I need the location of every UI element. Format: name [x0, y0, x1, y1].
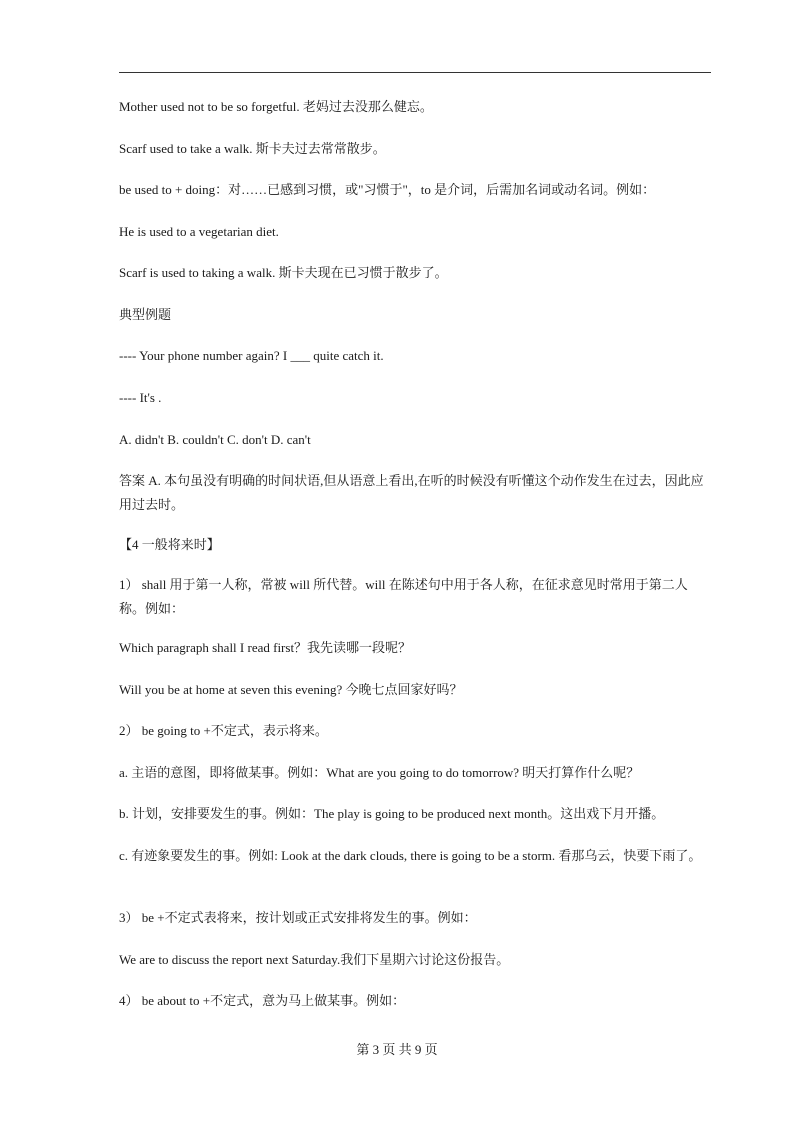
text-line: Scarf is used to taking a walk. 斯卡夫现在已习惯于散步了。 [119, 265, 448, 280]
section-heading: 【4 一般将来时】 [119, 537, 220, 552]
text-line: Scarf used to take a walk. 斯卡夫过去常常散步。 [119, 141, 386, 156]
text-line: ---- Your phone number again? I ___ quite catch it. [119, 348, 384, 363]
header-rule [119, 72, 711, 73]
text-line: 3） be +不定式表将来，按计划或正式安排将发生的事。例如： [119, 910, 477, 925]
text-line: Will you be at home at seven this evening? 今晚七点回家好吗？ [119, 682, 463, 697]
section-heading: 典型例题 [119, 307, 172, 322]
text-line: 4） be about to +不定式，意为马上做某事。例如： [119, 993, 406, 1008]
text-line: 2） be going to +不定式，表示将来。 [119, 723, 328, 738]
page-footer: 第 3 页 共 9 页 [356, 1042, 438, 1057]
text-line: a. 主语的意图，即将做某事。例如：What are you going to do tomorrow? 明天打算作什么呢？ [119, 765, 640, 780]
text-line: Which paragraph shall I read first？我先读哪一段呢？ [119, 640, 412, 655]
text-line: c. 有迹象要发生的事。例如: Look at the dark clouds, there is going to be a storm. 看那乌云，快要下雨了。 [119, 848, 702, 863]
text-line: be used to + doing：对……已感到习惯，或"习惯于"，to 是介词，后需加名词或动名词。例如： [119, 182, 656, 197]
text-line: ---- It's . [119, 390, 162, 405]
text-line: A. didn't B. couldn't C. don't D. can't [119, 432, 311, 447]
text-line: 1） shall 用于第一人称，常被 will 所代替。will 在陈述句中用于各人称，在征求意见时常用于第二人称。例如： [119, 577, 688, 616]
text-line: Mother used not to be so forgetful. 老妈过去没那么健忘。 [119, 99, 433, 114]
text-line: b. 计划，安排要发生的事。例如：The play is going to be produced next month。这出戏下月开播。 [119, 806, 665, 821]
answer-paragraph: 答案 A. 本句虽没有明确的时间状语,但从语意上看出,在听的时候没有听懂这个动作发生在过去，因此应用过去时。 [119, 473, 704, 512]
text-line: We are to discuss the report next Saturday.我们下星期六讨论这份报告。 [119, 952, 510, 967]
text-line: He is used to a vegetarian diet. [119, 224, 279, 239]
